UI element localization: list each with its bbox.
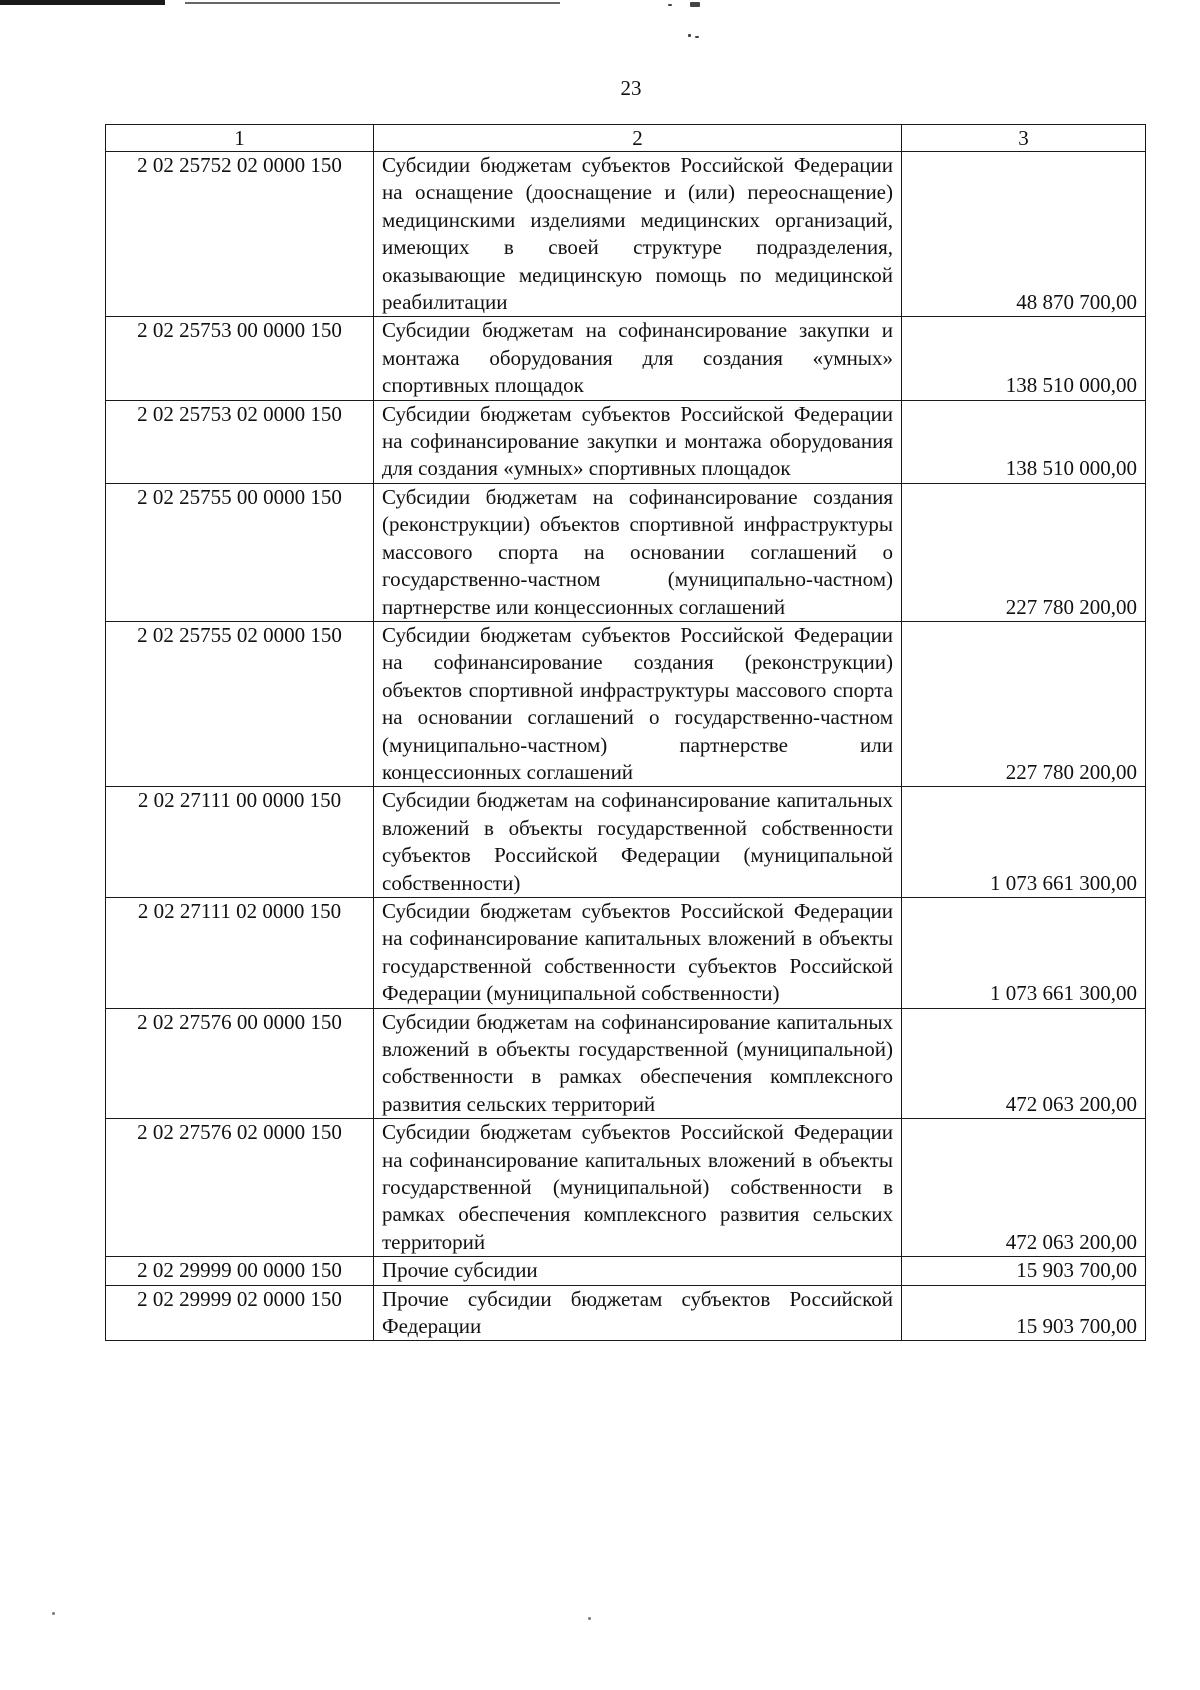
budget-amount: 15 903 700,00 [902,1285,1146,1341]
scan-speck [688,34,691,37]
budget-description: Субсидии бюджетам субъектов Российской Федерации на софинансирование закупки и монтажа оборудования для создания «умных» спортивных площадок [374,400,902,483]
column-header-description: 2 [374,125,902,152]
scan-speck [668,4,672,6]
budget-amount: 472 063 200,00 [902,1008,1146,1119]
scan-speck [690,2,700,7]
budget-description: Прочие субсидии [374,1257,902,1285]
budget-table [105,124,1146,1341]
budget-code: 2 02 25755 00 0000 150 [106,483,374,621]
budget-description: Прочие субсидии бюджетам субъектов Российской Федерации [374,1285,902,1341]
budget-description: Субсидии бюджетам субъектов Российской Федерации на софинансирование капитальных вложений в объекты государственной (муниципальной) собственности в рамках обеспечения комплексного развития сельских территорий [374,1119,902,1257]
table-row [106,1119,1146,1257]
budget-amount: 15 903 700,00 [902,1257,1146,1285]
budget-amount: 138 510 000,00 [902,317,1146,400]
table-row [106,1285,1146,1341]
budget-amount: 138 510 000,00 [902,400,1146,483]
budget-description: Субсидии бюджетам субъектов Российской Федерации на софинансирование капитальных вложений в объекты государственной собственности субъектов Российской Федерации (муниципальной собственности) [374,897,902,1008]
budget-description: Субсидии бюджетам на софинансирование закупки и монтажа оборудования для создания «умных» спортивных площадок [374,317,902,400]
table-row [106,1008,1146,1119]
budget-description: Субсидии бюджетам на софинансирование создания (реконструкции) объектов спортивной инфраструктуры массового спорта на основании соглашений о государственно-частном (муниципально-частном) партнерстве или концессионных соглашений [374,483,902,621]
budget-code: 2 02 25755 02 0000 150 [106,621,374,786]
scan-edge-artifact [185,2,560,4]
scan-speck [695,36,699,38]
budget-amount: 227 780 200,00 [902,621,1146,786]
table-row [106,152,1146,317]
table-row [106,317,1146,400]
table-row [106,897,1146,1008]
table-row [106,400,1146,483]
table-row [106,483,1146,621]
budget-code: 2 02 25753 00 0000 150 [106,317,374,400]
budget-description: Субсидии бюджетам на софинансирование капитальных вложений в объекты государственной (муниципальной) собственности в рамках обеспечения комплексного развития сельских территорий [374,1008,902,1119]
scan-edge-artifact [0,0,165,5]
budget-code: 2 02 29999 02 0000 150 [106,1285,374,1341]
budget-code: 2 02 27576 00 0000 150 [106,1008,374,1119]
budget-amount: 472 063 200,00 [902,1119,1146,1257]
table-row [106,1257,1146,1285]
budget-amount: 48 870 700,00 [902,152,1146,317]
budget-description: Субсидии бюджетам субъектов Российской Федерации на софинансирование создания (реконструкции) объектов спортивной инфраструктуры массового спорта на основании соглашений о государственно-частном (муниципально-частном) партнерстве или концессионных соглашений [374,621,902,786]
budget-description: Субсидии бюджетам субъектов Российской Федерации на оснащение (дооснащение и (или) переоснащение) медицинскими изделиями медицинских организаций, имеющих в своей структуре подразделения, оказывающие медицинскую помощь по медицинской реабилитации [374,152,902,317]
scan-speck [52,1612,55,1615]
budget-amount: 1 073 661 300,00 [902,897,1146,1008]
column-header-amount: 3 [902,125,1146,152]
budget-code: 2 02 29999 00 0000 150 [106,1257,374,1285]
budget-code: 2 02 25753 02 0000 150 [106,400,374,483]
column-header-code: 1 [106,125,374,152]
budget-code: 2 02 27576 02 0000 150 [106,1119,374,1257]
table-row [106,621,1146,786]
table-row [106,787,1146,898]
budget-code: 2 02 27111 02 0000 150 [106,897,374,1008]
budget-code: 2 02 27111 00 0000 150 [106,787,374,898]
budget-amount: 227 780 200,00 [902,483,1146,621]
header-row [106,125,1146,152]
scan-speck [588,1617,591,1620]
budget-code: 2 02 25752 02 0000 150 [106,152,374,317]
budget-description: Субсидии бюджетам на софинансирование капитальных вложений в объекты государственной собственности субъектов Российской Федерации (муниципальной собственности) [374,787,902,898]
page-number: 23 [620,76,642,100]
budget-amount: 1 073 661 300,00 [902,787,1146,898]
